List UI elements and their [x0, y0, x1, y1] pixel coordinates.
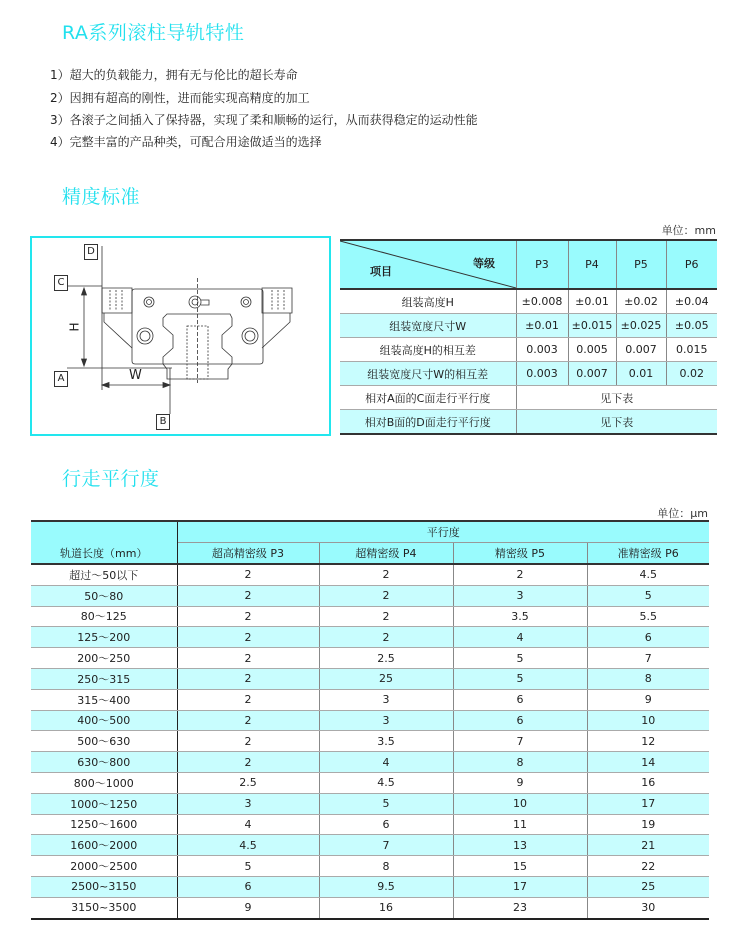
parallelism-value-cell: 5.5 — [587, 606, 709, 627]
parallelism-value-cell: 2 — [319, 627, 453, 648]
parallelism-value-cell: 3 — [319, 689, 453, 710]
span-cell: 见下表 — [516, 386, 717, 410]
table-row — [31, 564, 709, 585]
row-label: 组装宽度尺寸W的相互差 — [340, 362, 516, 386]
rail-length-cell: 2500~3150 — [31, 876, 177, 897]
cell: ±0.025 — [616, 314, 666, 338]
p6-header: 准精密级 P6 — [587, 543, 709, 565]
parallelism-value-cell: 5 — [587, 585, 709, 606]
parallelism-value-cell: 11 — [453, 814, 587, 835]
rail-length-cell: 3150~3500 — [31, 897, 177, 918]
precision-table — [340, 239, 717, 435]
table-row — [340, 314, 717, 338]
p4-header: 超精密级 P4 — [319, 543, 453, 565]
rail-length-cell: 80～125 — [31, 606, 177, 627]
parallelism-value-cell: 4 — [177, 814, 319, 835]
feature-item: 4）完整丰富的产品种类，可配合用途做适当的选择 — [50, 135, 322, 149]
parallelism-value-cell: 2 — [319, 585, 453, 606]
rail-length-cell: 超过～50以下 — [31, 564, 177, 585]
p5-header: 精密级 P5 — [453, 543, 587, 565]
parallelism-value-cell: 3.5 — [453, 606, 587, 627]
parallelism-value-cell: 25 — [587, 876, 709, 897]
table-row — [340, 386, 717, 410]
cell: 0.003 — [516, 338, 568, 362]
table-row — [31, 710, 709, 731]
cell: ±0.04 — [666, 289, 717, 314]
parallelism-value-cell: 17 — [587, 793, 709, 814]
parallelism-value-cell: 2 — [177, 731, 319, 752]
parallelism-value-cell: 15 — [453, 856, 587, 877]
parallelism-value-cell: 7 — [453, 731, 587, 752]
parallelism-value-cell: 9 — [177, 897, 319, 918]
rail-length-cell: 1000～1250 — [31, 793, 177, 814]
precision-unit: 单位：mm — [661, 224, 716, 237]
parallelism-value-cell: 5 — [319, 793, 453, 814]
table-row — [31, 731, 709, 752]
cell: ±0.008 — [516, 289, 568, 314]
parallelism-value-cell: 25 — [319, 668, 453, 689]
item-header: 项目 — [370, 265, 392, 278]
parallelism-value-cell: 3 — [177, 793, 319, 814]
parallelism-value-cell: 16 — [587, 772, 709, 793]
cell: ±0.01 — [568, 289, 616, 314]
rail-length-cell: 400～500 — [31, 710, 177, 731]
grade-p6-header: P6 — [666, 240, 717, 289]
table-row — [340, 362, 717, 386]
row-label: 组装高度H — [340, 289, 516, 314]
parallelism-value-cell: 10 — [587, 710, 709, 731]
parallelism-value-cell: 8 — [453, 752, 587, 773]
face-label-c: C — [54, 275, 68, 291]
parallelism-group-header: 平行度 — [177, 521, 709, 543]
column-header-row — [31, 543, 709, 565]
parallelism-value-cell: 19 — [587, 814, 709, 835]
parallelism-value-cell: 6 — [587, 627, 709, 648]
dimension-h-label: H — [67, 322, 82, 332]
parallelism-value-cell: 30 — [587, 897, 709, 918]
grade-p5-header: P5 — [616, 240, 666, 289]
cell: ±0.015 — [568, 314, 616, 338]
parallelism-value-cell: 6 — [453, 689, 587, 710]
table-row — [31, 606, 709, 627]
rail-length-cell: 125～200 — [31, 627, 177, 648]
parallelism-value-cell: 2 — [177, 710, 319, 731]
parallelism-value-cell: 2 — [319, 606, 453, 627]
row-label: 组装宽度尺寸W — [340, 314, 516, 338]
rail-length-cell: 2000～2500 — [31, 856, 177, 877]
parallelism-unit: 单位：μm — [657, 507, 708, 520]
parallelism-value-cell: 3.5 — [319, 731, 453, 752]
parallelism-value-cell: 2 — [177, 648, 319, 669]
rail-length-cell: 250～315 — [31, 668, 177, 689]
cell: 0.007 — [568, 362, 616, 386]
table-row — [31, 876, 709, 897]
feature-item: 1）超大的负载能力，拥有无与伦比的超长寿命 — [50, 68, 298, 82]
parallelism-value-cell: 2 — [177, 564, 319, 585]
cell: 0.003 — [516, 362, 568, 386]
table-row — [31, 772, 709, 793]
feature-item: 2）因拥有超高的刚性，进而能实现高精度的加工 — [50, 91, 310, 105]
parallelism-value-cell: 6 — [453, 710, 587, 731]
row-label: 组装高度H的相互差 — [340, 338, 516, 362]
parallelism-value-cell: 8 — [319, 856, 453, 877]
cell: 0.02 — [666, 362, 717, 386]
parallelism-value-cell: 2 — [319, 564, 453, 585]
parallelism-value-cell: 5 — [177, 856, 319, 877]
parallelism-value-cell: 8 — [587, 668, 709, 689]
parallelism-title: 行走平行度 — [62, 468, 160, 490]
row-label: 相对B面的D面走行平行度 — [340, 410, 516, 435]
item-grade-header — [340, 240, 516, 289]
parallelism-value-cell: 2 — [177, 585, 319, 606]
table-row — [31, 689, 709, 710]
parallelism-value-cell: 4 — [453, 627, 587, 648]
parallelism-value-cell: 7 — [587, 648, 709, 669]
parallelism-value-cell: 9 — [587, 689, 709, 710]
cell: 0.01 — [616, 362, 666, 386]
table-row — [31, 835, 709, 856]
parallelism-value-cell: 2 — [177, 606, 319, 627]
group-header-row — [31, 521, 709, 543]
table-row — [31, 668, 709, 689]
cell: ±0.05 — [666, 314, 717, 338]
cell: 0.005 — [568, 338, 616, 362]
table-row — [340, 410, 717, 435]
parallelism-value-cell: 2 — [177, 627, 319, 648]
rail-length-cell: 1600～2000 — [31, 835, 177, 856]
parallelism-value-cell: 9 — [453, 772, 587, 793]
precision-header-row — [340, 240, 717, 289]
parallelism-value-cell: 17 — [453, 876, 587, 897]
parallelism-value-cell: 5 — [453, 648, 587, 669]
cell: ±0.01 — [516, 314, 568, 338]
parallelism-value-cell: 3 — [453, 585, 587, 606]
parallelism-value-cell: 4.5 — [587, 564, 709, 585]
parallelism-value-cell: 2 — [453, 564, 587, 585]
table-row — [31, 814, 709, 835]
parallelism-value-cell: 3 — [319, 710, 453, 731]
parallelism-value-cell: 22 — [587, 856, 709, 877]
rail-length-cell: 630～800 — [31, 752, 177, 773]
rail-length-cell: 315～400 — [31, 689, 177, 710]
rail-diagram — [30, 236, 331, 436]
parallelism-value-cell: 2 — [177, 689, 319, 710]
face-label-d: D — [84, 244, 98, 260]
table-row — [31, 585, 709, 606]
grade-p3-header: P3 — [516, 240, 568, 289]
parallelism-value-cell: 6 — [319, 814, 453, 835]
rail-length-cell: 800～1000 — [31, 772, 177, 793]
parallelism-value-cell: 5 — [453, 668, 587, 689]
parallelism-value-cell: 12 — [587, 731, 709, 752]
parallelism-value-cell: 2.5 — [319, 648, 453, 669]
parallelism-value-cell: 16 — [319, 897, 453, 918]
grade-header: 等级 — [473, 257, 495, 270]
face-label-a: A — [54, 371, 68, 387]
features-title: RA系列滚柱导轨特性 — [62, 22, 245, 44]
table-row — [31, 897, 709, 918]
parallelism-value-cell: 7 — [319, 835, 453, 856]
rail-length-cell: 200～250 — [31, 648, 177, 669]
p3-header: 超高精密级 P3 — [177, 543, 319, 565]
row-label: 相对A面的C面走行平行度 — [340, 386, 516, 410]
table-row — [31, 627, 709, 648]
rail-length-cell: 500～630 — [31, 731, 177, 752]
parallelism-value-cell: 14 — [587, 752, 709, 773]
rail-length-header: 轨道长度（mm） — [31, 543, 177, 565]
table-row — [31, 793, 709, 814]
span-cell: 见下表 — [516, 410, 717, 435]
parallelism-value-cell: 23 — [453, 897, 587, 918]
face-label-b: B — [156, 414, 170, 430]
parallelism-value-cell: 6 — [177, 876, 319, 897]
rail-drawing — [32, 238, 329, 434]
parallelism-value-cell: 4.5 — [177, 835, 319, 856]
parallelism-value-cell: 10 — [453, 793, 587, 814]
rail-length-cell: 50～80 — [31, 585, 177, 606]
table-row — [31, 752, 709, 773]
feature-item: 3）各滚子之间插入了保持器，实现了柔和顺畅的运行，从而获得稳定的运动性能 — [50, 113, 478, 127]
parallelism-value-cell: 2.5 — [177, 772, 319, 793]
table-row — [31, 648, 709, 669]
cell: ±0.02 — [616, 289, 666, 314]
parallelism-table — [31, 520, 709, 920]
blank-header — [31, 521, 177, 543]
table-row — [340, 338, 717, 362]
parallelism-value-cell: 21 — [587, 835, 709, 856]
parallelism-value-cell: 9.5 — [319, 876, 453, 897]
parallelism-value-cell: 2 — [177, 752, 319, 773]
table-row — [31, 856, 709, 877]
rail-length-cell: 1250～1600 — [31, 814, 177, 835]
cell: 0.015 — [666, 338, 717, 362]
parallelism-value-cell: 2 — [177, 668, 319, 689]
dimension-w-label: W — [129, 368, 142, 383]
table-row — [340, 289, 717, 314]
parallelism-body — [31, 564, 709, 919]
cell: 0.007 — [616, 338, 666, 362]
parallelism-value-cell: 13 — [453, 835, 587, 856]
grade-p4-header: P4 — [568, 240, 616, 289]
parallelism-value-cell: 4 — [319, 752, 453, 773]
parallelism-value-cell: 4.5 — [319, 772, 453, 793]
precision-title: 精度标准 — [62, 186, 141, 208]
